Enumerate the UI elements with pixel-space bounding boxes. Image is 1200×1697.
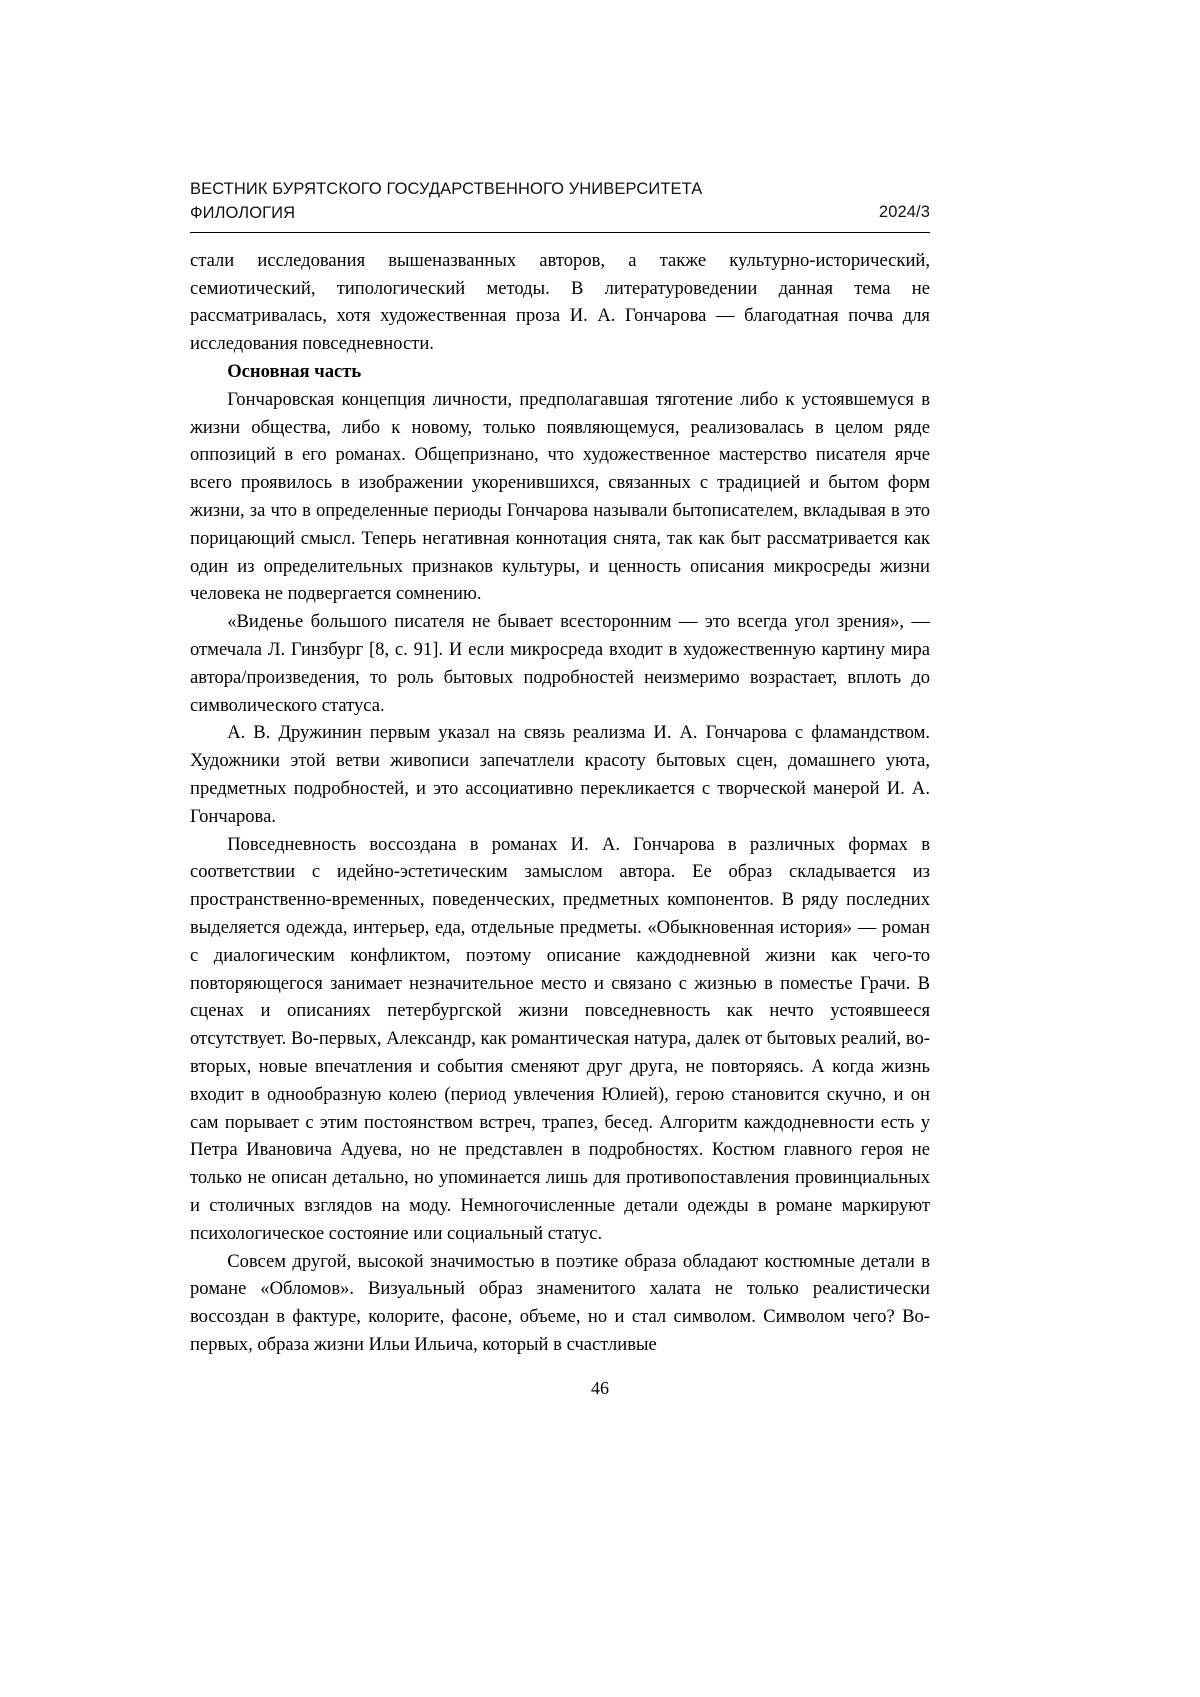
page-number: 46 [591, 1378, 609, 1398]
section-heading: Основная часть [227, 361, 362, 383]
header-divider [190, 232, 930, 233]
journal-title-line1: ВЕСТНИК БУРЯТСКОГО ГОСУДАРСТВЕННОГО УНИВЕРСИТЕТА [190, 180, 703, 198]
running-header [190, 178, 930, 226]
paragraph-1: стали исследования вышеназванных авторов, а также культурно-исторический, семиотический, типологический методы. В литературоведении данная тема не рассматривалась, хотя художественная проза И. А. Гончарова — благодатная почва для исследования повседневности. [190, 249, 930, 355]
paragraph-2: Гончаровская концепция личности, предполагавшая тяготение либо к устоявшемуся в жизни общества, либо к новому, только появляющемуся, реализовалась в целом ряде оппозиций в его романах. Общепризнано, что художественное мастерство писателя ярче всего проявилось в изображении укоренившихся, связанных с традицией и бытом форм жизни, за что в определенные периоды Гончарова называли бытописателем, вкладывая в это порицающий смысл. Теперь негативная коннотация снята, так как быт рассматривается как один из определительных признаков культуры, и ценность описания микросреды жизни человека не подвергается сомнению. [190, 388, 930, 605]
paragraph-5: Повседневность воссоздана в романах И. А. Гончарова в различных формах в соответствии с идейно-эстетическим замыслом автора. Ее образ складывается из пространственно-временных, поведенческих, предметных компонентов. В ряду последних выделяется одежда, интерьер, еда, отдельные предметы. «Обыкновенная история» — роман с диалогическим конфликтом, поэтому описание каждодневной жизни как чего-то повторяющегося занимает незначительное место и связано с жизнью в поместье Грачи. В сценах и описаниях петербургской жизни повседневность как нечто устоявшееся отсутствует. Во-первых, Александр, как романтическая натура, далек от бытовых реалий, во-вторых, новые впечатления и события сменяют друг друга, не повторяясь. А когда жизнь входит в однообразную колею (период увлечения Юлией), герою становится скучно, и он сам порывает с этим постоянством встреч, трапез, бесед. Алгоритм каждодневности есть у Петра Ивановича Адуева, но не представлен в подробностях. Костюм главного героя не только не описан детально, но упоминается лишь для противопоставления провинциальных и столичных взглядов на моду. Немногочисленные детали одежды в романе маркируют психологическое состояние или социальный статус. [190, 833, 930, 1244]
journal-title-line2: ФИЛОЛОГИЯ [190, 203, 296, 222]
page-content [190, 178, 930, 1359]
journal-title [190, 178, 702, 226]
paragraph-6: Совсем другой, высокой значимостью в поэтике образа обладают костюмные детали в романе «Обломов». Визуальный образ знаменитого халата не только реалистически воссоздан в фактуре, колорите, фасоне, объеме, но и стал символом. Символом чего? Во-первых, образа жизни Ильи Ильича, который в счастливые [190, 1250, 930, 1355]
paragraph-4: А. В. Дружинин первым указал на связь реализма И. А. Гончарова с фламандством. Художники этой ветви живописи запечатлели красоту бытовых сцен, домашнего уюта, предметных подробностей, и это ассоциативно перекликается с творческой манерой И. А. Гончарова. [190, 722, 930, 827]
issue-number: 2024/3 [878, 202, 930, 221]
paragraph-3: «Виденье большого писателя не бывает всесторонним — это всегда угол зрения», — отмечала Л. Гинзбург [8, с. 91]. И если микросреда входит в художественную картину мира автора/произведения, то роль бытовых подробностей неизмеримо возрастает, вплоть до символического статуса. [190, 611, 930, 716]
